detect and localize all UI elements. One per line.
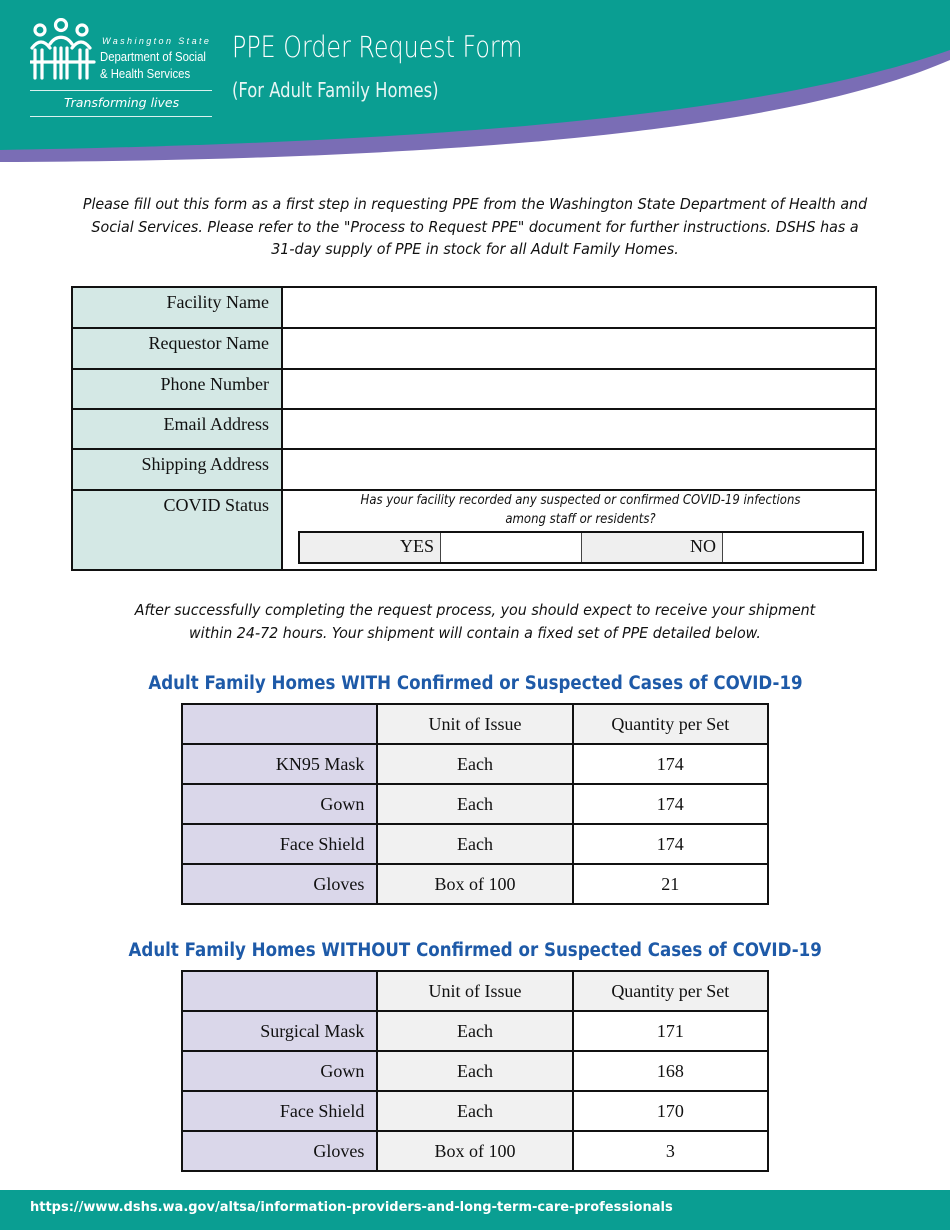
- ppe-table-without-covid: [181, 970, 769, 1172]
- unit-cell: Each: [377, 784, 572, 824]
- shipping-address-field[interactable]: [283, 450, 875, 489]
- unit-cell: Each: [377, 1051, 572, 1091]
- intro-text: [40, 193, 910, 261]
- qty-cell: 171: [573, 1011, 768, 1051]
- table-header-cell: [182, 704, 377, 744]
- qty-cell: 170: [573, 1091, 768, 1131]
- table-row: [182, 1131, 768, 1171]
- table-header-cell: Quantity per Set: [573, 704, 768, 744]
- unit-cell: Each: [377, 744, 572, 784]
- unit-cell: Each: [377, 824, 572, 864]
- intro-line: Please fill out this form as a first step in requesting PPE from the Washington State Department of Health and: [82, 195, 868, 213]
- phone-number-label: Phone Number: [73, 370, 283, 408]
- facility-name-label: Facility Name: [73, 288, 283, 327]
- table-without-covid-title-text: Adult Family Homes WITHOUT Confirmed or Suspected Cases of COVID-19: [128, 940, 822, 961]
- qty-cell: 168: [573, 1051, 768, 1091]
- table-header-row: [182, 971, 768, 1011]
- qty-cell: 174: [573, 824, 768, 864]
- item-cell: Gloves: [182, 1131, 377, 1171]
- page-header: [0, 0, 950, 175]
- table-header-cell: Quantity per Set: [573, 971, 768, 1011]
- page-subtitle: (For Adult Family Homes): [232, 78, 439, 102]
- logo-divider: [30, 116, 212, 117]
- item-cell: Face Shield: [182, 824, 377, 864]
- table-header-cell: Unit of Issue: [377, 971, 572, 1011]
- dshs-logo[interactable]: [28, 16, 214, 120]
- table-row: [182, 1091, 768, 1131]
- page-title: PPE Order Request Form: [232, 30, 523, 64]
- form-row-phone-number: [73, 370, 875, 410]
- table-row: [182, 824, 768, 864]
- intro-line: 31-day supply of PPE in stock for all Adult Family Homes.: [271, 240, 679, 258]
- unit-cell: Each: [377, 1011, 572, 1051]
- covid-status-label: COVID Status: [73, 491, 283, 569]
- form-row-facility-name: [73, 288, 875, 329]
- family-figures-icon: [30, 18, 96, 82]
- table-header-cell: [182, 971, 377, 1011]
- table-with-covid-title: [0, 673, 950, 694]
- table-header-cell: Unit of Issue: [377, 704, 572, 744]
- no-checkbox[interactable]: [723, 533, 862, 562]
- table-row: [182, 1011, 768, 1051]
- covid-question-line: among staff or residents?: [505, 512, 656, 527]
- intro-line: Social Services. Please refer to the "Process to Request PPE" document for further instructions. DSHS has a: [91, 217, 859, 236]
- unit-cell: Box of 100: [377, 864, 572, 904]
- table-row: [182, 744, 768, 784]
- logo-dept-line1: Department of Social: [100, 49, 206, 64]
- email-address-field[interactable]: [283, 410, 875, 448]
- shipment-info-line: After successfully completing the request process, you should expect to receive your shipment: [134, 601, 816, 619]
- qty-cell: 21: [573, 864, 768, 904]
- table-without-covid-title: [0, 940, 950, 961]
- item-cell: Gown: [182, 1051, 377, 1091]
- covid-yes-no-choice: [298, 531, 864, 564]
- facility-name-field[interactable]: [283, 288, 875, 327]
- item-cell: Face Shield: [182, 1091, 377, 1131]
- logo-tagline: Transforming lives: [64, 95, 180, 110]
- qty-cell: 3: [573, 1131, 768, 1171]
- item-cell: KN95 Mask: [182, 744, 377, 784]
- shipment-info-text: [40, 599, 910, 644]
- form-row-requestor-name: [73, 329, 875, 370]
- covid-question: [303, 491, 858, 529]
- unit-cell: Box of 100: [377, 1131, 572, 1171]
- yes-checkbox[interactable]: [441, 533, 582, 562]
- table-header-row: [182, 704, 768, 744]
- shipment-info-line: within 24-72 hours. Your shipment will contain a fixed set of PPE detailed below.: [189, 623, 761, 642]
- table-row: [182, 784, 768, 824]
- item-cell: Surgical Mask: [182, 1011, 377, 1051]
- table-with-covid-title-text: Adult Family Homes WITH Confirmed or Suspected Cases of COVID-19: [147, 673, 803, 694]
- yes-label: YES: [300, 533, 441, 562]
- phone-number-field[interactable]: [283, 370, 875, 408]
- qty-cell: 174: [573, 744, 768, 784]
- email-address-label: Email Address: [73, 410, 283, 448]
- no-label: NO: [582, 533, 723, 562]
- ppe-table-with-covid: [181, 703, 769, 905]
- footer-url-link[interactable]: https://www.dshs.wa.gov/altsa/information-providers-and-long-term-care-professionals: [30, 1200, 673, 1215]
- table-row: [182, 864, 768, 904]
- requestor-name-field[interactable]: [283, 329, 875, 368]
- page-footer: [0, 1190, 950, 1230]
- shipping-address-label: Shipping Address: [73, 450, 283, 489]
- unit-cell: Each: [377, 1091, 572, 1131]
- logo-divider: [30, 90, 212, 91]
- logo-dept-line2: & Health Services: [100, 66, 191, 81]
- form-row-shipping-address: [73, 450, 875, 491]
- covid-question-line: Has your facility recorded any suspected or confirmed COVID-19 infections: [360, 493, 801, 508]
- requestor-name-label: Requestor Name: [73, 329, 283, 368]
- item-cell: Gloves: [182, 864, 377, 904]
- item-cell: Gown: [182, 784, 377, 824]
- form-row-email-address: [73, 410, 875, 450]
- facility-info-form: [71, 286, 877, 571]
- logo-state-line: Washington State: [102, 36, 212, 46]
- table-row: [182, 1051, 768, 1091]
- qty-cell: 174: [573, 784, 768, 824]
